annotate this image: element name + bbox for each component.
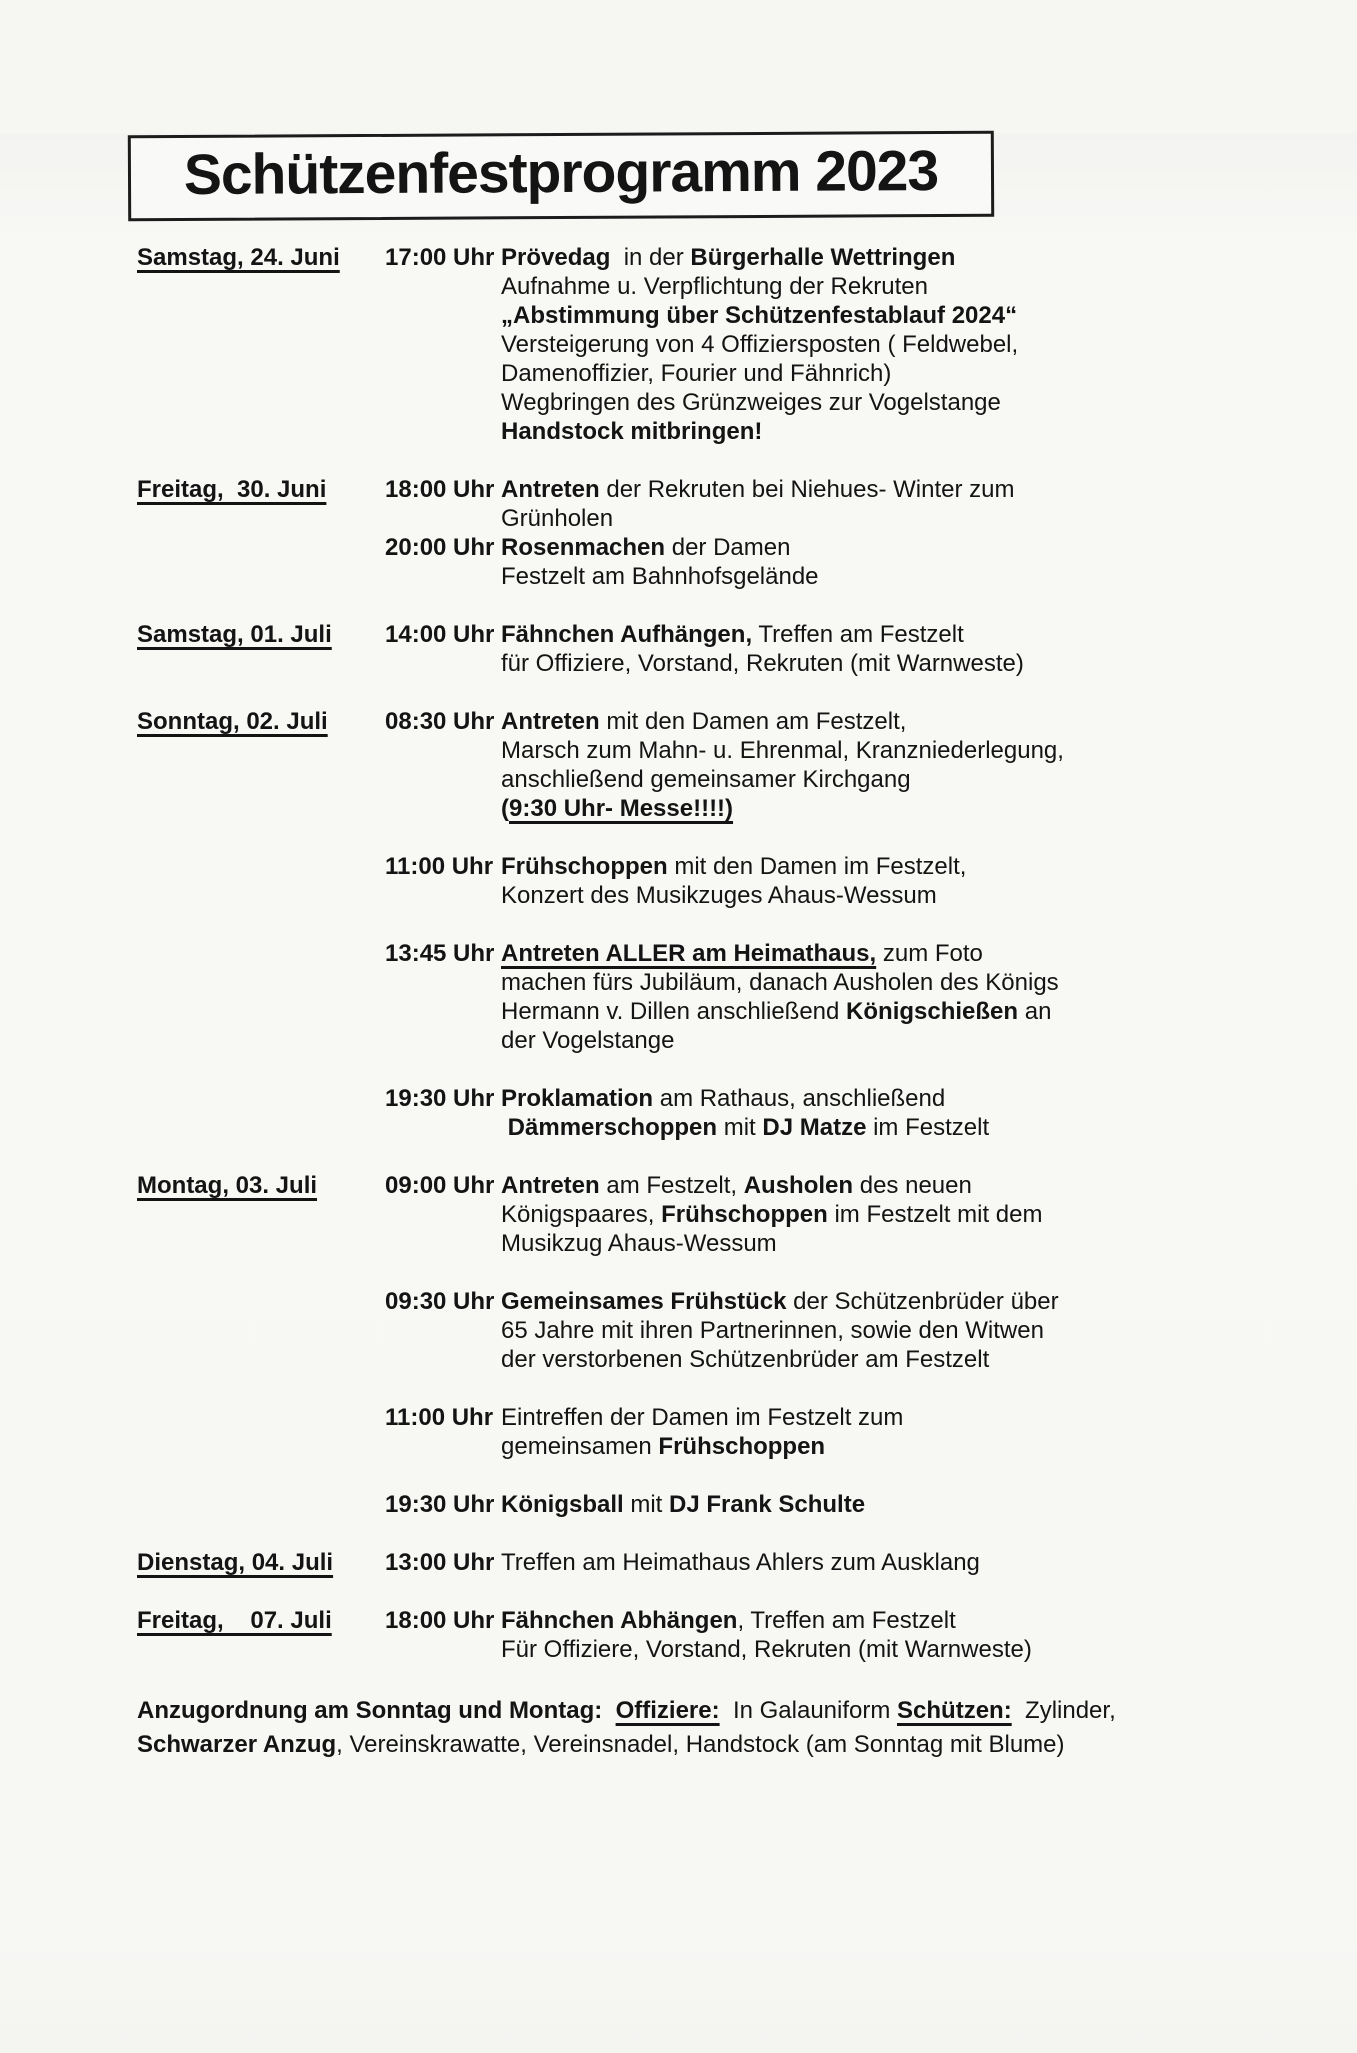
text-segment: Königsball <box>501 1491 624 1518</box>
date-column <box>137 1548 385 1577</box>
text-segment: Treffen am Heimathaus Ahlers zum Ausklang <box>501 1549 980 1576</box>
text-line <box>501 1113 1247 1142</box>
text-segment: ( <box>501 795 509 822</box>
schedule-item <box>385 533 1247 591</box>
date-column <box>137 1606 385 1664</box>
text-segment: „Abstimmung über Schützenfestablauf 2024“ <box>501 302 1018 329</box>
text-segment: Schützen: <box>897 1697 1012 1724</box>
text-line <box>501 359 1247 388</box>
text-segment: 9:30 Uhr- Messe!!!!) <box>509 795 734 822</box>
date-label: Sonntag, 02. Juli <box>137 708 328 735</box>
text-line <box>501 736 1247 765</box>
text-segment: Anzugordnung am Sonntag und Montag: <box>137 1697 616 1724</box>
time-label: 13:45 Uhr <box>385 940 495 967</box>
page-title: Schützenfestprogramm 2023 <box>183 139 939 207</box>
items-column <box>385 707 1247 1142</box>
event-lines <box>501 1084 1247 1142</box>
text-segment: Eintreffen der Damen im Festzelt zum <box>501 1404 904 1431</box>
text-line <box>137 1728 1237 1762</box>
text-line <box>501 272 1247 301</box>
time-label: 13:00 Uhr <box>385 1549 495 1576</box>
text-segment: Fähnchen Aufhängen, <box>501 621 753 648</box>
date-column <box>137 243 385 446</box>
schedule-item <box>385 852 1247 910</box>
text-segment: der Schützenbrüder über <box>786 1288 1059 1315</box>
text-segment: Wegbringen des Grünzweiges zur Vogelstange <box>501 389 1001 416</box>
event-lines <box>501 475 1247 533</box>
time-label: 18:00 Uhr <box>385 1607 495 1634</box>
schedule-item <box>385 243 1247 446</box>
text-line <box>501 243 1247 272</box>
time-label: 19:30 Uhr <box>385 1491 495 1518</box>
text-line <box>501 620 1247 649</box>
date-column <box>137 475 385 591</box>
day-section <box>137 243 1247 446</box>
text-line <box>501 330 1247 359</box>
date-label: Dienstag, 04. Juli <box>137 1549 334 1576</box>
text-line <box>501 533 1247 562</box>
text-line <box>501 997 1247 1026</box>
text-segment: am Festzelt, <box>599 1172 744 1199</box>
schedule-item <box>385 1548 1247 1577</box>
schedule-item <box>385 1287 1247 1374</box>
text-line <box>501 765 1247 794</box>
date-column <box>137 1171 385 1519</box>
event-lines <box>501 852 1247 910</box>
schedule-item <box>385 1171 1247 1258</box>
time-label: 17:00 Uhr <box>385 244 495 271</box>
text-line <box>501 939 1247 968</box>
date-column <box>137 707 385 1142</box>
schedule-item <box>385 1490 1247 1519</box>
day-section <box>137 1548 1247 1577</box>
text-segment: In Galauniform <box>719 1697 898 1724</box>
day-section <box>137 707 1247 1142</box>
event-lines <box>501 533 1247 591</box>
text-segment: , Treffen am Festzelt <box>737 1607 956 1634</box>
text-line <box>501 649 1247 678</box>
text-segment: Handstock mitbringen! <box>501 418 763 445</box>
day-section <box>137 1606 1247 1664</box>
text-line <box>501 794 1247 823</box>
text-line <box>501 301 1247 330</box>
text-segment: Frühschoppen <box>658 1433 826 1460</box>
text-segment: der Damen <box>665 534 791 561</box>
items-column <box>385 1171 1247 1519</box>
text-line <box>501 707 1247 736</box>
time-label: 09:30 Uhr <box>385 1288 495 1315</box>
text-line <box>501 1548 1247 1577</box>
text-line <box>501 1026 1247 1055</box>
text-segment: Königschießen <box>846 998 1019 1025</box>
title-box <box>128 131 994 222</box>
text-segment: Grünholen <box>501 505 614 532</box>
schedule-item <box>385 1084 1247 1142</box>
text-segment: mit <box>717 1114 763 1141</box>
schedule-item <box>385 1606 1247 1664</box>
text-line <box>501 1490 1247 1519</box>
text-line <box>501 1403 1247 1432</box>
time-label: 09:00 Uhr <box>385 1172 495 1199</box>
text-segment: Aufnahme u. Verpflichtung der Rekruten <box>501 273 928 300</box>
time-label: 11:00 Uhr <box>385 1404 494 1431</box>
time-label: 14:00 Uhr <box>385 621 495 648</box>
date-label: Freitag, 30. Juni <box>137 476 327 503</box>
text-line <box>501 1229 1247 1258</box>
text-segment: Offiziere: <box>615 1697 720 1724</box>
text-segment: 65 Jahre mit ihren Partnerinnen, sowie den Witwen <box>501 1317 1044 1344</box>
text-segment: Zylinder, <box>1011 1697 1116 1724</box>
schedule-item <box>385 1403 1247 1461</box>
text-line <box>501 1171 1247 1200</box>
text-segment: DJ Frank Schulte <box>669 1491 866 1518</box>
text-segment: an <box>1018 998 1052 1025</box>
text-line <box>501 1200 1247 1229</box>
event-lines <box>501 707 1247 823</box>
text-line <box>501 475 1247 504</box>
time-label: 18:00 Uhr <box>385 476 495 503</box>
time-label: 20:00 Uhr <box>385 534 495 561</box>
text-line <box>501 1084 1247 1113</box>
items-column <box>385 475 1247 591</box>
event-lines <box>501 1490 1247 1519</box>
text-segment: in der <box>610 244 691 271</box>
event-lines <box>501 620 1247 678</box>
text-line <box>501 852 1247 881</box>
text-segment: des neuen <box>853 1172 972 1199</box>
text-segment: Festzelt am Bahnhofsgelände <box>501 563 819 590</box>
event-lines <box>501 939 1247 1055</box>
text-line <box>501 417 1247 446</box>
text-segment: mit den Damen im Festzelt, <box>667 853 967 880</box>
text-line <box>501 881 1247 910</box>
text-segment: Damenoffizier, Fourier und Fähnrich) <box>501 360 892 387</box>
text-segment: Antreten ALLER am Heimathaus, <box>501 940 877 967</box>
text-segment: Hermann v. Dillen anschließend <box>501 998 847 1025</box>
text-segment: Musikzug Ahaus-Wessum <box>501 1230 777 1257</box>
items-column <box>385 1548 1247 1577</box>
time-label: 19:30 Uhr <box>385 1085 495 1112</box>
text-line <box>501 1345 1247 1374</box>
text-segment: Für Offiziere, Vorstand, Rekruten (mit Warnweste) <box>501 1636 1032 1663</box>
text-segment: im Festzelt <box>866 1114 990 1141</box>
text-line <box>501 1287 1247 1316</box>
text-segment: Frühschoppen <box>661 1201 828 1228</box>
text-segment: Proklamation <box>501 1085 654 1112</box>
schedule-item <box>385 620 1247 678</box>
time-label: 11:00 Uhr <box>385 853 494 880</box>
event-lines <box>501 1287 1247 1374</box>
schedule-item <box>385 475 1247 533</box>
text-segment: am Rathaus, anschließend <box>653 1085 946 1112</box>
text-segment: Ausholen <box>743 1172 854 1199</box>
text-segment: Versteigerung von 4 Offiziersposten ( Feldwebel, <box>501 331 1019 358</box>
items-column <box>385 1606 1247 1664</box>
text-segment: Rosenmachen <box>501 534 666 561</box>
text-line <box>501 562 1247 591</box>
dress-code <box>137 1694 1237 1762</box>
text-segment: Antreten <box>501 476 600 503</box>
text-segment: machen fürs Jubiläum, danach Ausholen des Königs <box>501 969 1059 996</box>
text-segment: Fähnchen Abhängen <box>501 1607 738 1634</box>
items-column <box>385 620 1247 678</box>
text-line <box>501 504 1247 533</box>
event-lines <box>501 243 1247 446</box>
text-line <box>501 1432 1247 1461</box>
text-segment: der Vogelstange <box>501 1027 675 1054</box>
text-segment: für Offiziere, Vorstand, Rekruten (mit Warnweste) <box>501 650 1024 677</box>
text-segment: mit <box>623 1491 669 1518</box>
text-line <box>501 968 1247 997</box>
text-segment: Königspaares, <box>501 1201 662 1228</box>
schedule-item <box>385 939 1247 1055</box>
text-line <box>137 1694 1237 1728</box>
text-segment: mit den Damen am Festzelt, <box>599 708 907 735</box>
text-segment: Konzert des Musikzuges Ahaus-Wessum <box>501 882 937 909</box>
date-column <box>137 620 385 678</box>
event-lines <box>501 1548 1247 1577</box>
text-segment: zum Foto <box>876 940 983 967</box>
date-label: Montag, 03. Juli <box>137 1172 318 1199</box>
day-section <box>137 1171 1247 1519</box>
event-lines <box>501 1403 1247 1461</box>
date-label: Samstag, 01. Juli <box>137 621 332 648</box>
text-segment: der verstorbenen Schützenbrüder am Festzelt <box>501 1346 990 1373</box>
text-segment: gemeinsamen <box>501 1433 659 1460</box>
text-line <box>501 1606 1247 1635</box>
text-segment: anschließend gemeinsamer Kirchgang <box>501 766 911 793</box>
text-segment: Dämmerschoppen <box>501 1114 718 1141</box>
text-segment: der Rekruten bei Niehues- Winter zum <box>599 476 1015 503</box>
text-line <box>501 388 1247 417</box>
text-segment: , Vereinskrawatte, Vereinsnadel, Handstock (am Sonntag mit Blume) <box>336 1731 1065 1758</box>
document-page <box>0 133 1357 2053</box>
text-segment: Treffen am Festzelt <box>752 621 964 648</box>
text-line <box>501 1635 1247 1664</box>
text-segment: Antreten <box>501 708 600 735</box>
day-section <box>137 475 1247 591</box>
items-column <box>385 243 1247 446</box>
text-segment: Schwarzer Anzug <box>137 1731 337 1758</box>
text-segment: Gemeinsames Frühstück <box>501 1288 787 1315</box>
text-segment: im Festzelt mit dem <box>827 1201 1043 1228</box>
date-label: Freitag, 07. Juli <box>137 1607 332 1634</box>
text-segment: Bürgerhalle Wettringen <box>690 244 956 271</box>
text-segment: DJ Matze <box>762 1114 867 1141</box>
text-segment: Marsch zum Mahn- u. Ehrenmal, Kranzniederlegung, <box>501 737 1064 764</box>
text-line <box>501 1316 1247 1345</box>
event-lines <box>501 1171 1247 1258</box>
text-segment: Frühschoppen <box>501 853 668 880</box>
event-lines <box>501 1606 1247 1664</box>
text-segment: Antreten <box>501 1172 600 1199</box>
schedule-item <box>385 707 1247 823</box>
day-section <box>137 620 1247 678</box>
text-segment: Prövedag <box>501 244 611 271</box>
schedule <box>137 243 1247 1664</box>
date-label: Samstag, 24. Juni <box>137 244 340 271</box>
time-label: 08:30 Uhr <box>385 708 495 735</box>
